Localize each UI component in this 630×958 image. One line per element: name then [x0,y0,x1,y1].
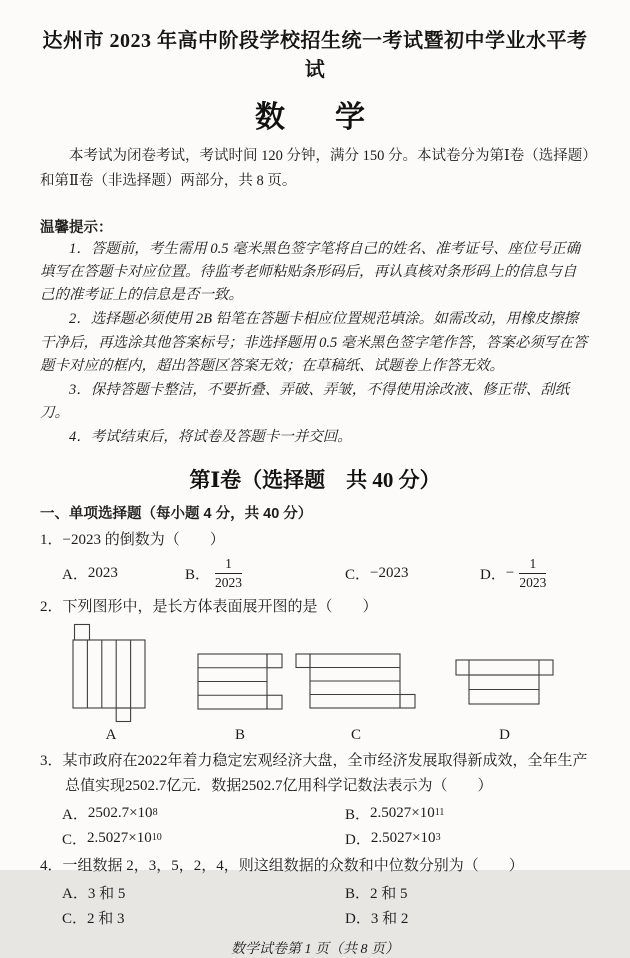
paper-title: 达州市 2023 年高中阶段学校招生统一考试暨初中学业水平考试 [42,30,588,81]
q4-option-b [345,882,408,903]
notice-title: 温馨提示： [40,219,113,236]
section-1-title: 第Ⅰ卷（选择题 共 40 分） [189,467,441,492]
q4-option-a-value: 3 和 5 [87,886,126,903]
q3-option-c-label: C． [62,831,88,848]
notice-item-2: 2．选择题必须使用 2B 铅笔在答题卡相应位置规范填涂。如需改动，用橡皮擦擦干净后，再选涂其他答案标号；非选择题用 0.5 毫米黑色签字笔作答，答案必须写在答题卡对应的框内，超出答题区答案无效；在草稿纸、试题卷上作答无效。 [40,311,588,374]
q3-option-d [345,828,441,849]
q3-option-b-exponent: 11 [434,807,445,819]
q3-option-c [62,828,345,849]
q4-option-c-label: C． [62,911,88,928]
notice-item-3: 3．保持答题卡整洁，不要折叠、弄破、弄皱，不得使用涂改液、修正带、刮纸刀。 [40,382,570,422]
q4-option-a-label: A． [62,886,88,903]
q1-option-b-label: B． [185,566,211,583]
figure-label-b: B [234,727,245,744]
question-3-options-row-1 [62,803,590,824]
question-1-stem: 1．−2023 的倒数为（ ） [40,531,225,548]
q3-option-a-value: 2502.7×10 [87,804,153,821]
exam-intro: 本考试为闭卷考试，考试时间 120 分钟，满分 150 分。本试卷分为第Ⅰ卷（选择题）和第Ⅱ卷（非选择题）两部分，共 8 页。 [40,148,590,189]
q3-option-c-exponent: 10 [151,832,162,844]
q3-option-b [345,803,444,824]
q1-option-c-value: −2023 [370,564,409,581]
figure-label-d: D [499,727,510,744]
question-4-options-row-1 [62,882,590,903]
q1-option-a [62,563,185,584]
q4-option-a [62,882,345,903]
q3-option-d-label: D． [345,831,371,848]
q3-option-c-value: 2.5027×10 [87,829,152,846]
q4-option-b-value: 2 和 5 [370,886,408,903]
question-4-stem: 4．一组数据 2，3，5，2，4，则这组数据的众数和中位数分别为（ ） [40,857,524,874]
question-2-figures [40,622,590,744]
fraction-denominator: 2023 [519,574,547,590]
box-net-diagram-c [295,653,417,710]
q1-option-b-fraction [215,556,242,590]
figure-label-c: C [350,727,361,744]
fraction-numerator: 1 [519,556,546,574]
q3-option-a [62,803,345,824]
box-net-diagram-d [455,659,554,705]
q4-option-d [345,907,408,928]
q1-option-a-label: A． [62,566,88,583]
q4-option-c [62,907,345,928]
q1-option-c [345,563,480,584]
part-1-heading: 一、单项选择题（每小题 4 分，共 40 分） [40,505,313,522]
q3-option-a-exponent: 8 [152,807,158,819]
q4-option-d-label: D． [345,911,371,928]
question-3-stem: 3．某市政府在2022年着力稳定宏观经济大盘，全市经济发展取得新成效，全年生产总值实现2502.7亿元．数据2502.7亿用科学记数法表示为（ ） [40,753,588,794]
figure-label-a: A [105,727,117,744]
q4-option-d-value: 3 和 2 [370,911,409,928]
q3-option-d-exponent: 3 [435,832,441,844]
q1-option-b [185,556,345,590]
q1-option-d-label: D． [480,566,506,583]
notice-item-1: 1．答题前，考生需用 0.5 毫米黑色签字笔将自己的姓名、准考证号、座位号正确填写在答题卡对应位置。待监考老师粘贴条形码后，再认真核对条形码上的信息与自己的准考证上的信息是否一致。 [40,240,581,304]
question-4-options-row-2 [62,907,590,928]
net-figure-c [295,653,417,744]
question-2-stem: 2．下列图形中，是长方体表面展开图的是（ ） [40,599,378,616]
notice-item-4: 4．考试结束后，将试卷及答题卡一并交回。 [69,429,352,446]
q1-option-d [480,556,546,590]
question-1-options [62,556,590,590]
q3-option-d-value: 2.5027×10 [370,829,436,846]
q1-option-d-minus: − [505,564,515,581]
net-figure-b [197,653,283,744]
net-figure-d [455,659,554,744]
q3-option-a-label: A． [62,806,88,823]
q1-option-a-value: 2023 [87,564,118,581]
fraction-numerator: 1 [215,556,242,574]
box-net-diagram-b [197,653,283,710]
net-figure-a [72,623,150,744]
q3-option-b-label: B． [345,806,371,823]
page-footer: 数学试卷第 1 页（共 8 页） [231,942,399,958]
q4-option-c-value: 2 和 3 [87,911,125,928]
q3-option-b-value: 2.5027×10 [370,804,435,821]
question-3-options-row-2 [62,828,590,849]
q1-option-d-fraction [519,556,546,590]
q4-option-b-label: B． [345,886,371,903]
q1-option-c-label: C． [345,566,371,583]
subject-title: 数 学 [255,101,375,134]
fraction-denominator: 2023 [215,574,243,590]
box-net-diagram-a [72,623,150,724]
